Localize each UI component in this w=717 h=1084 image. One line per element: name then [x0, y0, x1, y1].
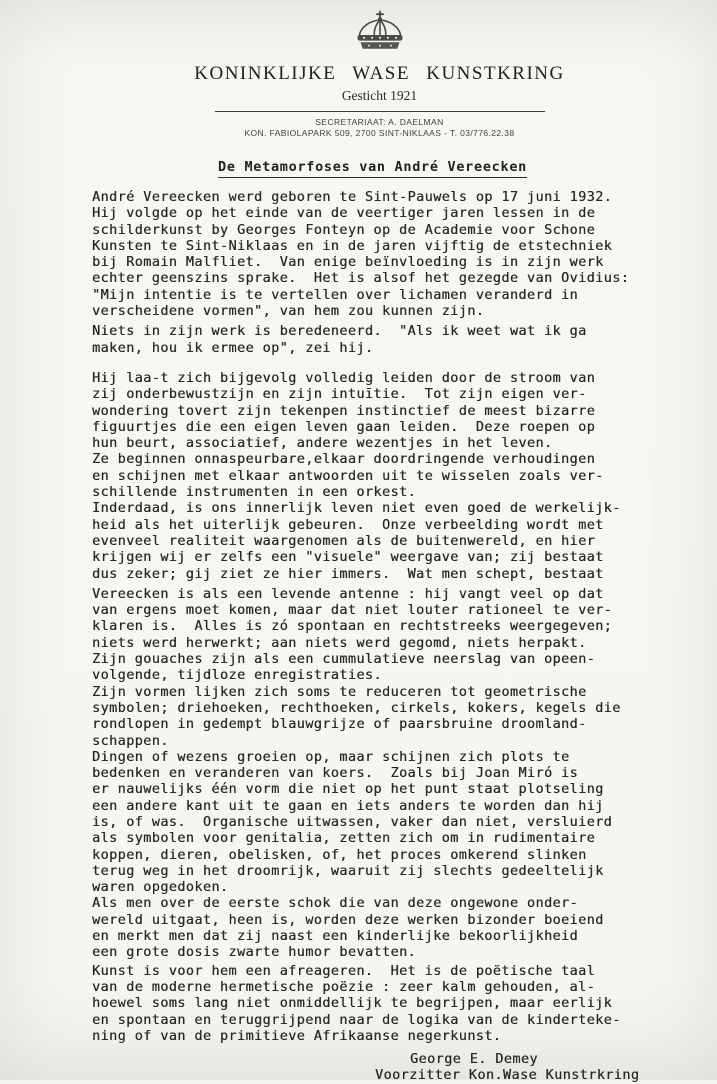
- text-line: Niets in zijn werk is beredeneerd. "Als ik weet wat ik ga: [92, 323, 587, 340]
- text-line: Hij volgde op het einde van de veertiger jaren lessen in de: [92, 205, 596, 222]
- text-line: rondlopen in gedempt blauwgrijze of paarsbruine droomland-: [92, 716, 587, 733]
- text-line: en merkt men dat zij naast een kinderlijke bekoorlijkheid: [92, 928, 579, 945]
- paragraph: [92, 963, 717, 1044]
- text-line: schappen.: [92, 732, 169, 749]
- paragraph: [92, 749, 717, 896]
- text-line: is, of was. Organische uitwassen, vaker dan niet, versluierd: [92, 813, 613, 830]
- text-line: Zijn vormen lijken zich soms te reduceren tot geometrische: [92, 683, 587, 700]
- text-line: een andere kant uit te gaan en iets anders te worden dan hij: [92, 797, 604, 814]
- text-line: wereld uitgaat, heen is, worden deze werken bizonder boeiend: [92, 911, 604, 928]
- text-line: bij Romain Malfliet. Van enige beïnvloeding is in zijn werk: [92, 254, 604, 271]
- text-line: ning of van de primitieve Afrikaanse negerkunst.: [92, 1027, 502, 1044]
- text-line: een grote dosis zwarte humor bevatten.: [92, 944, 417, 961]
- text-line: klaren is. Alles is zó spontaan en rechtstreeks weergegeven;: [92, 618, 613, 635]
- text-line: er nauwelijks één vorm die niet op het punt staat plotseling: [92, 781, 604, 798]
- text-line: maken, hou ik ermee op", zei hij.: [92, 339, 374, 356]
- signature-name: George E. Demey: [410, 1051, 538, 1068]
- paragraph: [92, 500, 717, 581]
- letterhead-divider: [215, 111, 545, 112]
- text-line: André Vereecken werd geboren te Sint-Pauwels op 17 juni 1932.: [92, 189, 613, 205]
- signature-block: [0, 1051, 717, 1084]
- text-line: waren opgedoken.: [92, 879, 229, 896]
- text-line: Dingen of wezens groeien op, maar schijnen zich plots te: [92, 748, 570, 765]
- text-line: Hij laa-t zich bijgevolg volledig leiden door de stroom van: [92, 369, 596, 386]
- text-line: hoewel soms lang niet onmiddellijk te begrijpen, maar eerlijk: [92, 995, 613, 1012]
- secretariat-address: KON. FABIOLAPARK 509, 2700 SINT-NIKLAAS - T. 03/776.22.38: [244, 127, 515, 138]
- document-title: De Metamorfoses van André Vereecken: [218, 159, 527, 178]
- text-line: terug weg in het droomrijk, waaruit zij slechts gedeeltelijk: [92, 862, 604, 879]
- text-line: evenveel realiteit waargenomen als de buitenwereld, en hier: [92, 532, 596, 549]
- text-line: volgende, tijdloze enregistraties.: [92, 667, 382, 684]
- text-line: en schijnen met elkaar antwoorden uit te wisselen zoals ver-: [92, 467, 604, 484]
- signature-role: Voorzitter Kon.Wase Kunstrkring: [375, 1067, 640, 1084]
- text-line: als symbolen voor genitalia, zetten zich om in rudimentaire: [92, 830, 596, 847]
- text-line: verscheidene vormen", van hem zou kunnen zijn.: [92, 303, 485, 320]
- text-line: "Mijn intentie is te vertellen over lichamen veranderd in: [92, 286, 579, 303]
- text-line: heid als het uiterlijk gebeuren. Onze verbeelding wordt met: [92, 516, 604, 533]
- document-body: [0, 189, 717, 1044]
- text-line: Vereecken is als een levende antenne : hij vangt veel op dat: [92, 585, 604, 602]
- text-line: schilderkunst by Georges Fonteyn op de Academie voor Schone: [92, 221, 596, 238]
- text-line: Zijn gouaches zijn als een cummulatieve neerslag van opeen-: [92, 651, 596, 668]
- text-line: Als men over de eerste schok die van deze ongewone onder-: [92, 895, 579, 912]
- text-line: van de moderne hermetische poëzie : zeer kalm gehouden, al-: [92, 978, 596, 995]
- text-line: wondering tovert zijn tekenpen instinctief de meest bizarre: [92, 402, 596, 419]
- text-line: en spontaan en teruggrijpend naar de logika van de kinderteke-: [92, 1011, 621, 1028]
- paragraph: [92, 895, 717, 960]
- text-line: zij onderbewustzijn en zijn intuītie. Tot zijn eigen ver-: [92, 386, 587, 403]
- text-line: van ergens moet komen, maar dat niet louter rationeel te ver-: [92, 602, 613, 619]
- text-line: dus zeker; gij ziet ze hier immers. Wat men schept, bestaat: [92, 565, 604, 582]
- text-line: schillende instrumenten in een orkest.: [92, 484, 417, 501]
- organization-name: KONINKLIJKE WASE KUNSTKRING: [194, 63, 565, 84]
- paragraph: [92, 370, 717, 500]
- text-line: echter geenszins sprake. Het is alsof het gezegde van Ovidius:: [92, 270, 630, 287]
- text-line: bedenken en veranderen van koers. Zoals bij Joan Miró is: [92, 765, 579, 782]
- text-line: Kunst is voor hem een afreageren. Het is de poëtische taal: [92, 962, 596, 979]
- text-line: Inderdaad, is ons innerlijk leven niet even goed de werkelijk-: [92, 500, 621, 517]
- secretariat-name: SECRETARIAAT: A. DAELMAN: [315, 117, 444, 127]
- text-line: Ze beginnen onnaspeurbare,elkaar doordringende verhoudingen: [92, 451, 596, 468]
- paragraph: [92, 586, 717, 749]
- text-line: symbolen; driehoeken, rechthoeken, cirkels, kokers, kegels die: [92, 699, 621, 716]
- text-line: Kunsten te Sint-Niklaas en in de jaren vijftig de etstechniek: [92, 237, 613, 254]
- founded-year: Gesticht 1921: [341, 88, 418, 103]
- text-line: figuurtjes die een eigen leven gaan leiden. Deze roepen op: [92, 418, 596, 435]
- text-line: koppen, dieren, obelisken, of, het proces omkerend slinken: [92, 846, 587, 863]
- paragraph: [92, 189, 717, 319]
- text-line: krijgen wij er zelfs een "visuele" weergave van; zij bestaat: [92, 549, 604, 566]
- text-line: hun beurt, associatief, andere wezentjes in het leven.: [92, 435, 553, 452]
- paragraph: [92, 323, 717, 356]
- text-line: niets werd herwerkt; aan niets werd gegomd, niets herpakt.: [92, 634, 587, 651]
- royal-crown-icon: [349, 10, 411, 56]
- letterhead: [0, 0, 717, 138]
